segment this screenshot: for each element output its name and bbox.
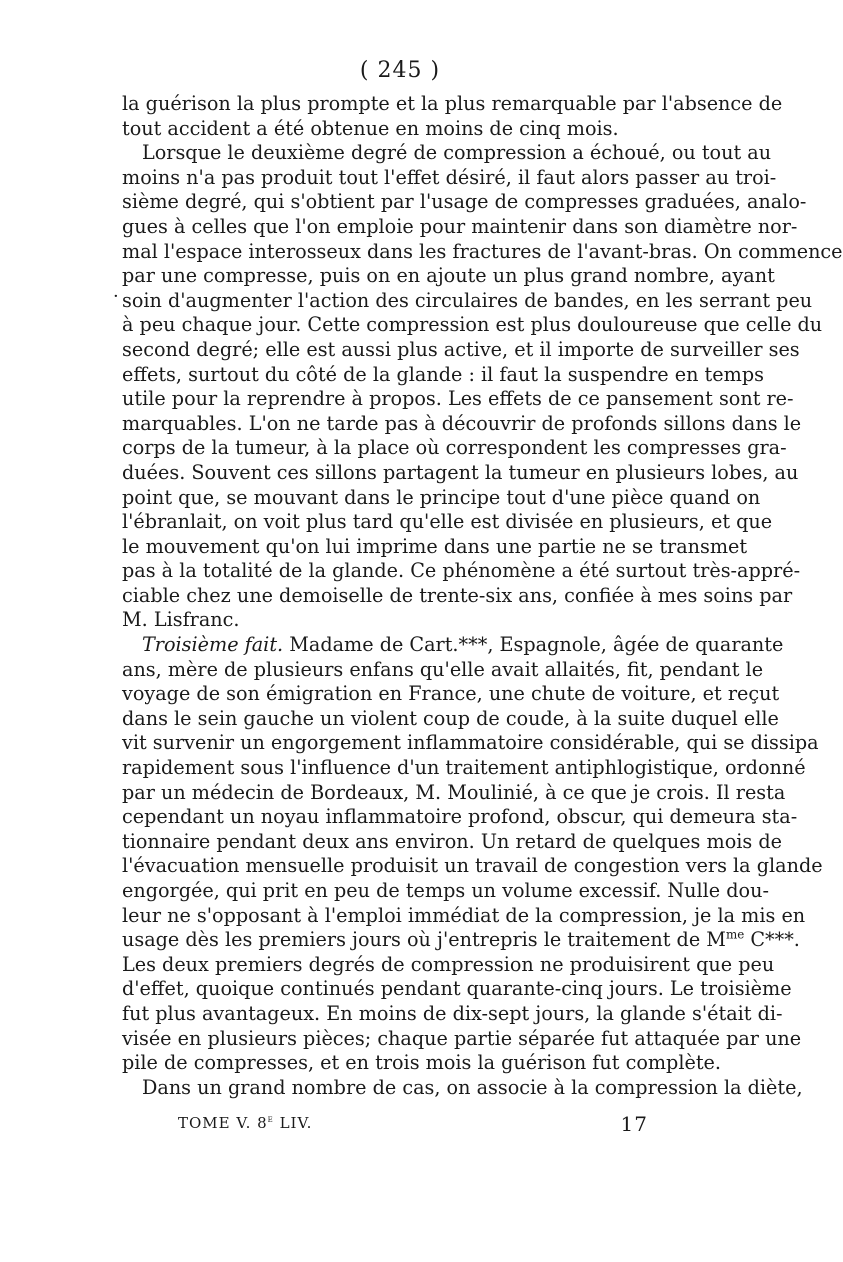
body-text bbox=[122, 92, 843, 1100]
text-line: par une compresse, puis on en ajoute un plus grand nombre, ayant bbox=[122, 264, 775, 288]
text-line: ciable chez une demoiselle de trente-six ans, confiée à mes soins par bbox=[122, 583, 793, 607]
text-line: leur ne s'opposant à l'emploi immédiat de la compression, je la mis en bbox=[122, 903, 806, 927]
text-line: mal l'espace interosseux dans les fractures de l'avant-bras. On commence bbox=[122, 239, 843, 263]
text-line: duées. Souvent ces sillons partagent la tumeur en plusieurs lobes, au bbox=[122, 460, 799, 484]
text-line: visée en plusieurs pièces; chaque partie séparée fut attaquée par une bbox=[122, 1026, 802, 1050]
text-line: Dans un grand nombre de cas, on associe à la compression la diète, bbox=[142, 1075, 803, 1099]
text-line: marquables. L'on ne tarde pas à découvrir de profonds sillons dans le bbox=[122, 411, 802, 435]
text-line: engorgée, qui prit en peu de temps un volume excessif. Nulle dou- bbox=[122, 879, 769, 902]
text-line: la guérison la plus prompte et la plus remarquable par l'absence de bbox=[122, 92, 783, 115]
text-line: tionnaire pendant deux ans environ. Un retard de quelques mois de bbox=[122, 829, 782, 853]
text-line: sième degré, qui s'obtient par l'usage de compresses graduées, analo- bbox=[122, 190, 807, 214]
page-number: ( 245 ) bbox=[359, 58, 441, 83]
text-line: point que, se mouvant dans le principe tout d'une pièce quand on bbox=[122, 485, 761, 509]
text-line bbox=[122, 633, 784, 658]
text-line: corps de la tumeur, à la place où correspondent les compresses gra- bbox=[122, 436, 787, 460]
superscript: me bbox=[725, 927, 745, 942]
text-line: moins n'a pas produit tout l'effet désiré, il faut alors passer au troi- bbox=[122, 165, 777, 189]
text-line: l'ébranlait, on voit plus tard qu'elle est divisée en plusieurs, et que bbox=[122, 510, 773, 534]
text-line: cependant un noyau inflammatoire profond, obscur, qui demeura sta- bbox=[122, 805, 798, 829]
text-line: le mouvement qu'on lui imprime dans une partie ne se transmet bbox=[122, 534, 748, 558]
folio-number: 17 bbox=[620, 1112, 648, 1136]
text-line-end: C***. bbox=[744, 928, 800, 952]
text-line: utile pour la reprendre à propos. Les effets de ce pansement sont re- bbox=[122, 387, 794, 411]
text-line: vit survenir un engorgement inflammatoire considérable, qui se dissipa bbox=[122, 731, 819, 755]
case-heading: Troisième fait. bbox=[142, 633, 284, 657]
text-line: par un médecin de Bordeaux, M. Moulinié, à ce que je crois. Il resta bbox=[122, 780, 786, 804]
text-line: d'effet, quoique continués pendant quarante-cinq jours. Le troisième bbox=[122, 977, 792, 1001]
text-line: l'évacuation mensuelle produisit un travail de congestion vers la glande bbox=[122, 854, 823, 878]
text-line: pas à la totalité de la glande. Ce phénomène a été surtout très-appré- bbox=[122, 559, 801, 583]
signature-text-tail: LIV. bbox=[273, 1114, 313, 1132]
text-line: soin d'augmenter l'action des circulaires de bandes, en les serrant peu bbox=[122, 288, 813, 312]
text-line: fut plus avantageux. En moins de dix-sept jours, la glande s'était di- bbox=[122, 1001, 783, 1025]
text-line: voyage de son émigration en France, une chute de voiture, et reçut bbox=[122, 682, 780, 706]
text-line: effets, surtout du côté de la glande : il faut la suspendre en temps bbox=[122, 362, 764, 386]
text-line: tout accident a été obtenue en moins de cinq mois. bbox=[122, 116, 619, 140]
text-line: pile de compresses, et en trois mois la guérison fut complète. bbox=[122, 1051, 722, 1075]
text-line-rest: Madame de Cart.***, Espagnole, âgée de quarante bbox=[283, 633, 784, 657]
signature-text: TOME V. 8 bbox=[178, 1114, 268, 1132]
text-line: à peu chaque jour. Cette compression est plus douloureuse que celle du bbox=[122, 313, 823, 337]
signature-superscript: e bbox=[267, 1114, 274, 1125]
signature-mark bbox=[178, 1114, 312, 1132]
text-line bbox=[122, 927, 800, 953]
text-line: dans le sein gauche un violent coup de coude, à la suite duquel elle bbox=[122, 706, 779, 730]
text-line: Les deux premiers degrés de compression ne produisirent que peu bbox=[122, 952, 775, 976]
text-line: gues à celles que l'on emploie pour maintenir dans son diamètre nor- bbox=[122, 214, 798, 238]
text-line: Lorsque le deuxième degré de compression a échoué, ou tout au bbox=[142, 141, 772, 165]
margin-dot: · bbox=[113, 286, 119, 307]
text-line-start: usage dès les premiers jours où j'entrepris le traitement de M bbox=[122, 928, 726, 952]
text-line: rapidement sous l'influence d'un traitement antiphlogistique, ordonné bbox=[122, 756, 806, 780]
page-footer bbox=[178, 1112, 648, 1136]
text-line: second degré; elle est aussi plus active, et il importe de surveiller ses bbox=[122, 337, 800, 361]
text-line: M. Lisfranc. bbox=[122, 608, 240, 632]
text-line: ans, mère de plusieurs enfans qu'elle avait allaités, fit, pendant le bbox=[122, 657, 764, 681]
